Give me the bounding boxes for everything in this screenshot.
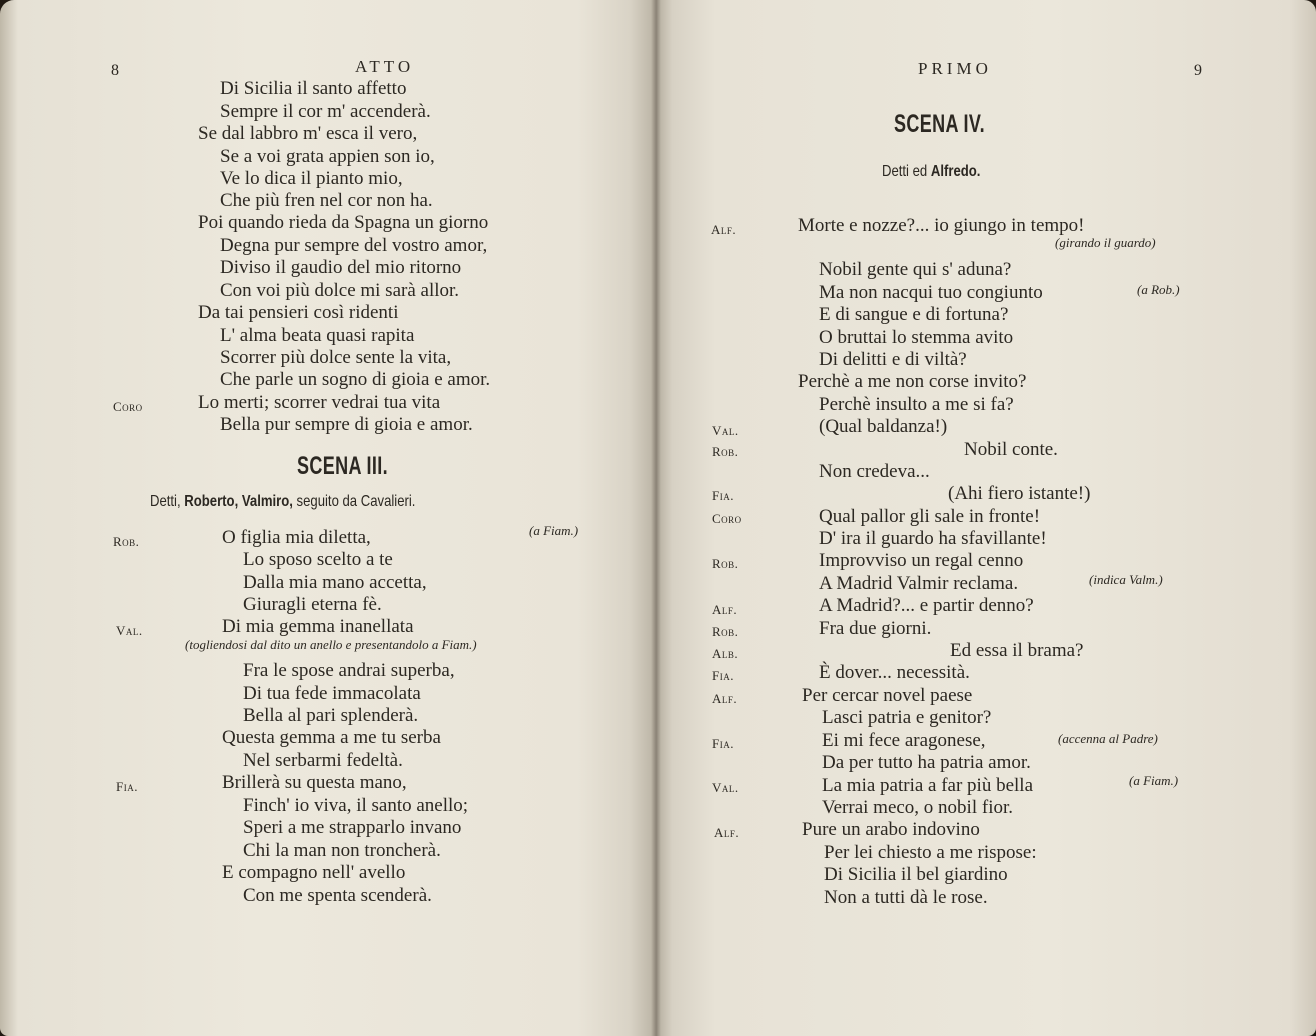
verse-line: Bella pur sempre di gioia e amor. xyxy=(220,414,473,435)
verse-line: Fra due giorni. xyxy=(819,618,932,639)
verse-line: Lo sposo scelto a te xyxy=(243,549,393,570)
verse-line: Morte e nozze?... io giungo in tempo! xyxy=(798,215,1085,236)
verse-line: Verrai meco, o nobil fior. xyxy=(822,797,1014,818)
verse-line: A Madrid?... e partir denno? xyxy=(819,595,1034,616)
cast-prefix: Detti ed xyxy=(882,163,928,180)
scene-cast xyxy=(882,164,980,180)
verse-line: L' alma beata quasi rapita xyxy=(220,325,415,346)
verse-line: Da tai pensieri così ridenti xyxy=(198,302,399,323)
verse-line: Con voi più dolce mi sarà allor. xyxy=(220,280,460,301)
verse-line: Perchè a me non corse invito? xyxy=(798,371,1027,392)
verse-line: Se dal labbro m' esca il vero, xyxy=(198,123,418,144)
running-head: ATTO xyxy=(355,57,415,76)
stage-direction: (indica Valm.) xyxy=(1089,572,1163,587)
verse-line: Qual pallor gli sale in fronte! xyxy=(819,506,1041,527)
verse-line: Con me spenta scenderà. xyxy=(243,885,432,906)
verse-line: Lasci patria e genitor? xyxy=(822,707,992,728)
scene-cast xyxy=(150,494,415,510)
verse-line: Giuragli eterna fè. xyxy=(243,594,382,615)
verse-line: Ed essa il brama? xyxy=(950,640,1084,661)
verse-line: Ei mi fece aragonese, xyxy=(822,730,986,751)
speaker-label: Rob. xyxy=(712,444,739,459)
verse-line: Sempre il cor m' accenderà. xyxy=(220,101,431,122)
speaker-label: Rob. xyxy=(712,624,739,639)
speaker-label: Fia. xyxy=(116,779,138,794)
verse-line: Che più fren nel cor non ha. xyxy=(220,190,433,211)
speaker-label: Coro xyxy=(712,511,742,526)
cast-suffix: seguito da Cavalieri. xyxy=(296,493,416,510)
verse-line: A Madrid Valmir reclama. xyxy=(819,573,1019,594)
verse-line: Da per tutto ha patria amor. xyxy=(822,752,1031,773)
verse-line: D' ira il guardo ha sfavillante! xyxy=(819,528,1047,549)
verse-line: Di Sicilia il bel giardino xyxy=(824,864,1008,885)
page-number: 8 xyxy=(111,62,119,79)
verse-line: Questa gemma a me tu serba xyxy=(222,727,441,748)
verse-line: Brillerà su questa mano, xyxy=(222,772,407,793)
cast-prefix: Detti, xyxy=(150,493,181,510)
verse-line: Non a tutti dà le rose. xyxy=(824,887,988,908)
page-number: 9 xyxy=(1194,62,1202,79)
verse-line: Perchè insulto a me si fa? xyxy=(819,394,1014,415)
verse-line: Dalla mia mano accetta, xyxy=(243,572,427,593)
speaker-label: Alf. xyxy=(712,602,738,617)
verse-line: Di delitti e di viltà? xyxy=(819,349,967,370)
verse-line: (Ahi fiero istante!) xyxy=(948,483,1091,504)
verse-line: Degna pur sempre del vostro amor, xyxy=(220,235,488,256)
verse-line: E di sangue e di fortuna? xyxy=(819,304,1009,325)
verse-line: Nobil gente qui s' aduna? xyxy=(819,259,1012,280)
verse-line: La mia patria a far più bella xyxy=(822,775,1034,796)
verse-line: Pure un arabo indovino xyxy=(802,819,980,840)
stage-direction: (a Fiam.) xyxy=(529,523,579,538)
verse-line: Fra le spose andrai superba, xyxy=(243,660,455,681)
speaker-label: Rob. xyxy=(712,556,739,571)
speaker-label: Alf. xyxy=(712,691,738,706)
verse-line: Che parle un sogno di gioia e amor. xyxy=(220,369,491,390)
speaker-label: Fia. xyxy=(712,488,734,503)
verse-line: Non credeva... xyxy=(819,461,930,482)
verse-line: (Qual baldanza!) xyxy=(819,416,948,437)
verse-line: È dover... necessità. xyxy=(819,662,970,683)
cast-name: Valmiro, xyxy=(241,493,293,510)
verse-line: Per lei chiesto a me rispose: xyxy=(824,842,1037,863)
scene-title: SCENA III. xyxy=(297,452,388,480)
speaker-label: Alf. xyxy=(714,825,740,840)
verse-line: Di tua fede immacolata xyxy=(243,683,421,704)
cast-name: Roberto, xyxy=(184,493,239,510)
stage-direction: (togliendosi dal dito un anello e presentandolo a Fiam.) xyxy=(185,637,477,652)
verse-line: Poi quando rieda da Spagna un giorno xyxy=(198,212,489,233)
stage-direction: (a Fiam.) xyxy=(1129,773,1179,788)
verse-line: Bella al pari splenderà. xyxy=(243,705,419,726)
speaker-label: Alf. xyxy=(711,222,737,237)
verse-line: Per cercar novel paese xyxy=(802,685,973,706)
cast-name: Alfredo. xyxy=(930,163,981,180)
verse-line: Chi la man non troncherà. xyxy=(243,840,441,861)
speaker-label: Fia. xyxy=(712,736,734,751)
speaker-label: Rob. xyxy=(113,534,140,549)
verse-line: O bruttai lo stemma avito xyxy=(819,327,1014,348)
verse-line: Ma non nacqui tuo congiunto xyxy=(819,282,1043,303)
verse-line: E compagno nell' avello xyxy=(222,862,406,883)
verse-line: Diviso il gaudio del mio ritorno xyxy=(220,257,462,278)
running-head: PRIMO xyxy=(918,59,992,78)
stage-direction: (accenna al Padre) xyxy=(1058,731,1158,746)
verse-line: Improvviso un regal cenno xyxy=(819,550,1024,571)
scene-title: SCENA IV. xyxy=(894,110,985,138)
verse-line: Ve lo dica il pianto mio, xyxy=(220,168,403,189)
verse-line: Nobil conte. xyxy=(964,439,1058,460)
speaker-label: Val. xyxy=(712,780,739,795)
verse-line: Di mia gemma inanellata xyxy=(222,616,414,637)
speaker-label: Fia. xyxy=(712,668,734,683)
book-gutter xyxy=(651,0,661,1036)
verse-line: Di Sicilia il santo affetto xyxy=(220,78,407,99)
stage-direction: (a Rob.) xyxy=(1137,282,1180,297)
verse-line: Finch' io viva, il santo anello; xyxy=(243,795,469,816)
stage-direction: (girando il guardo) xyxy=(1055,235,1156,250)
verse-line: Speri a me strapparlo invano xyxy=(243,817,462,838)
speaker-label: Alb. xyxy=(712,646,739,661)
verse-line: Se a voi grata appien son io, xyxy=(220,146,435,167)
verse-line: O figlia mia diletta, xyxy=(222,527,371,548)
verse-line: Lo merti; scorrer vedrai tua vita xyxy=(198,392,441,413)
speaker-label: Coro xyxy=(113,399,143,414)
speaker-label: Val. xyxy=(712,423,739,438)
verse-line: Scorrer più dolce sente la vita, xyxy=(220,347,452,368)
verse-line: Nel serbarmi fedeltà. xyxy=(243,750,403,771)
speaker-label: Val. xyxy=(116,623,143,638)
